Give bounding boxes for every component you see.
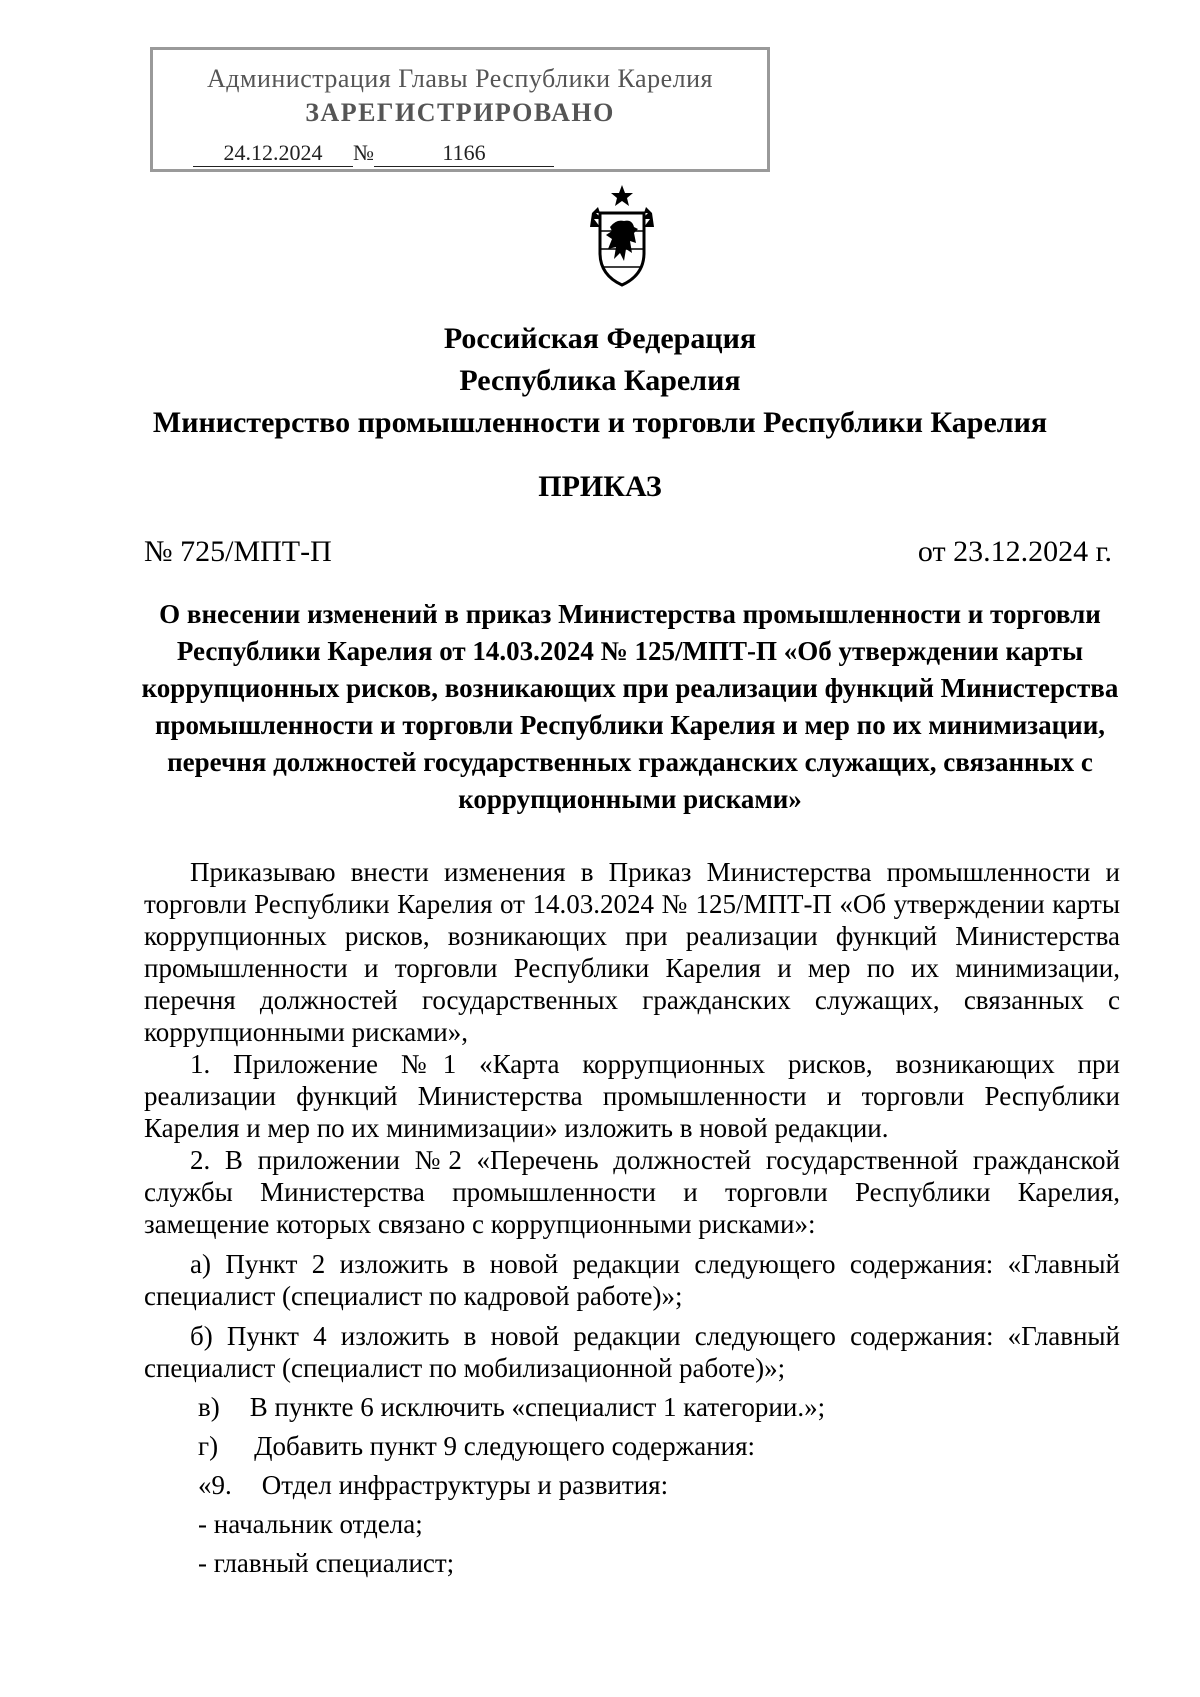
body-item-g: [144, 1430, 1120, 1462]
body-intro: Приказываю внести изменения в Приказ Министерства промышленности и торговли Республики Карелия от 14.03.2024 № 125/МПТ-П «Об утверждении карты коррупционных рисков, возникающих при реализации функций Министерства промышленности и торговли Республики Карелия и мер по их минимизации, перечня должностей государственных гражданских служащих, связанных с коррупционными рисками»,: [144, 857, 1120, 1047]
stamp-organization: Администрация Главы Республики Карелия: [207, 64, 713, 93]
order-date: от 23.12.2024 г.: [917, 535, 1112, 568]
stamp-number: 1166: [374, 140, 554, 167]
item-v-text: В пункте 6 исключить «специалист 1 категории.»;: [249, 1392, 826, 1422]
body-paragraph-1: 1. Приложение №1 «Карта коррупционных рисков, возникающих при реализации функций Министерства промышленности и торговли Республики Карелия и мер по их минимизации» изложить в новой редакции.: [144, 1049, 1120, 1143]
order-subject: О внесении изменений в приказ Министерства промышленности и торговли Республики Карелия от 14.03.2024 № 125/МПТ-П «Об утверждении карты коррупционных рисков, возникающих при реализации функций Министерства промышленности и торговли Республики Карелия и мер по их минимизации, перечня должностей государственных гражданских служащих, связанных с коррупционными рисками»: [141, 599, 1119, 814]
item-g-mark: г): [198, 1431, 219, 1461]
item-g-text: Добавить пункт 9 следующего содержания:: [254, 1431, 756, 1461]
body-dash-item: - главный специалист;: [198, 1548, 455, 1578]
registration-stamp: [150, 47, 770, 172]
order-body: [144, 856, 1120, 1579]
item-v-mark: в): [198, 1392, 220, 1422]
header-region: Республика Карелия: [459, 364, 741, 397]
body-item-v: [144, 1391, 1120, 1423]
body-paragraph-2: 2. В приложении №2 «Перечень должностей государственной гражданской службы Министерства промышленности и торговли Республики Карелия, замещение которых связано с коррупционными рисками»:: [144, 1145, 1120, 1239]
item-9-mark: «9.: [198, 1470, 232, 1500]
karelia-coat-of-arms-icon: [586, 183, 658, 288]
body-dash-item: - начальник отдела;: [198, 1509, 423, 1539]
stamp-registration-line: [193, 140, 554, 167]
body-item-a: а) Пункт 2 изложить в новой редакции следующего содержания: «Главный специалист (специалист по кадровой работе)»;: [144, 1249, 1120, 1311]
body-item-b: б) Пункт 4 изложить в новой редакции следующего содержания: «Главный специалист (специалист по мобилизационной работе)»;: [144, 1321, 1120, 1383]
document-type: ПРИКАЗ: [538, 470, 662, 503]
stamp-status: ЗАРЕГИСТРИРОВАНО: [305, 98, 615, 127]
stamp-date: 24.12.2024: [193, 140, 353, 167]
item-9-text: Отдел инфраструктуры и развития:: [261, 1470, 669, 1500]
body-item-9: [144, 1469, 1120, 1501]
order-number: № 725/МПТ-П: [144, 535, 332, 568]
stamp-number-sign: №: [353, 140, 374, 165]
header-ministry: Министерство промышленности и торговли Республики Карелия: [152, 406, 1048, 439]
header-country: Российская Федерация: [443, 322, 757, 355]
